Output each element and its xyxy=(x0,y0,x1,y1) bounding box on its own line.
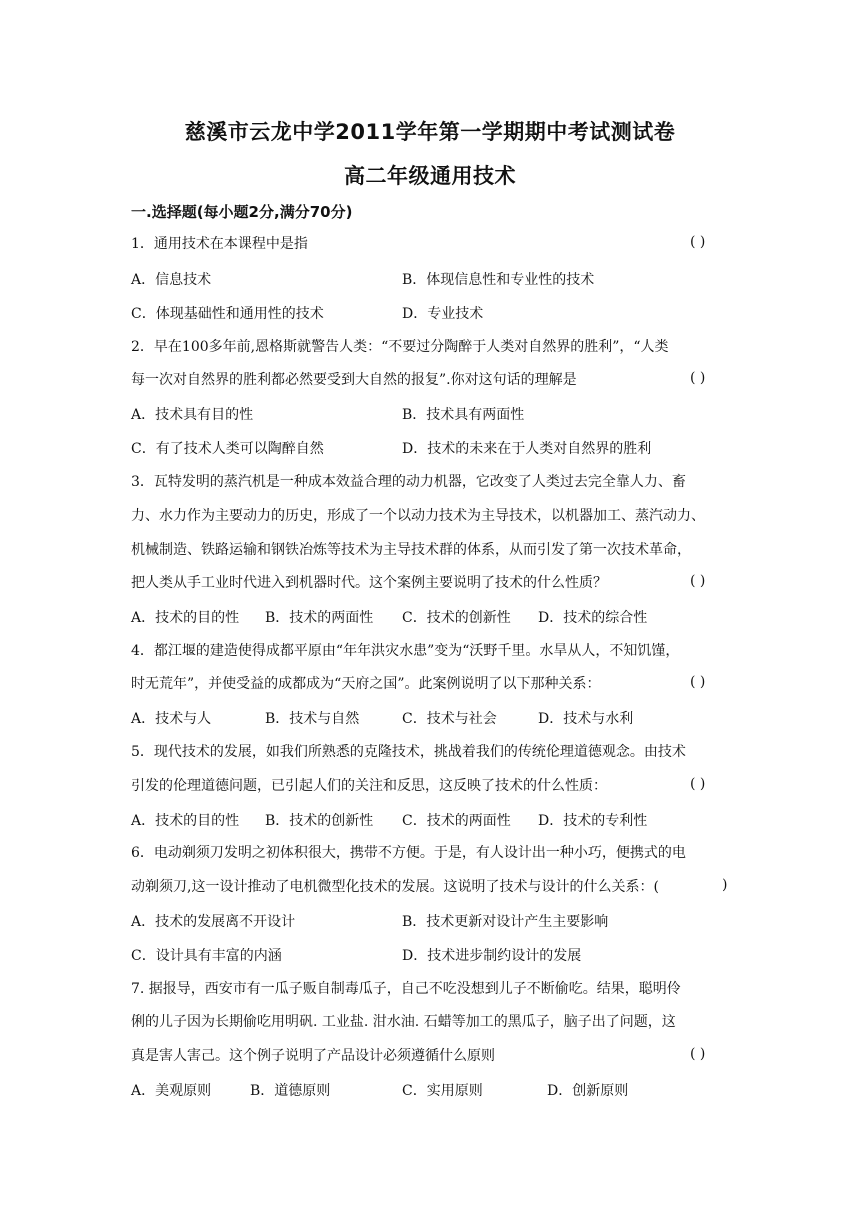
q4-line-2: 时无荒年”，并使受益的成都成为“天府之国”。此案例说明了以下那种关系： xyxy=(131,676,601,692)
q3-line-4: 把人类从手工业时代进入到机器时代。这个案例主要说明了技术的什么性质？ xyxy=(131,575,607,591)
q3-option-b: B．技术的两面性 xyxy=(265,610,374,626)
q2-option-c: C．有了技术人类可以陶醉自然 xyxy=(131,441,324,457)
q6-bracket-close: ) xyxy=(722,877,728,893)
q7-answer-bracket: ( ) xyxy=(690,1046,706,1062)
q3-line-1: 3．瓦特发明的蒸汽机是一种成本效益合理的动力机器，它改变了人类过去完全靠人力、畜 xyxy=(131,474,686,490)
q1-line-1: 1．通用技术在本课程中是指 xyxy=(131,236,308,252)
q6-option-c: C．设计具有丰富的内涵 xyxy=(131,948,282,964)
q4-answer-bracket: ( ) xyxy=(690,674,706,690)
exam-subtitle: 高二年级通用技术 xyxy=(344,164,516,188)
q7-option-d: D．创新原则 xyxy=(547,1083,629,1099)
q2-line-2: 每一次对自然界的胜利都必然要受到大自然的报复”.你对这句话的理解是 xyxy=(131,372,577,388)
q1-option-b: B．体现信息性和专业性的技术 xyxy=(402,272,595,288)
q7-option-a: A．美观原则 xyxy=(131,1083,212,1099)
q6-line-2: 动剃须刀,这一设计推动了电机微型化技术的发展。这说明了技术与设计的什么关系：( xyxy=(131,879,659,895)
exam-title: 慈溪市云龙中学2011学年第一学期期中考试测试卷 xyxy=(184,120,676,144)
q1-option-c: C．体现基础性和通用性的技术 xyxy=(131,306,324,322)
q7-line-1: 7. 据报导，西安市有一瓜子贩自制毒瓜子，自己不吃没想到儿子不断偷吃。结果，聪明伶 xyxy=(131,981,681,997)
q7-option-b: B．道德原则 xyxy=(250,1083,331,1099)
q4-option-d: D．技术与水利 xyxy=(538,711,634,727)
q3-option-d: D．技术的综合性 xyxy=(538,610,648,626)
q1-option-a: A．信息技术 xyxy=(131,272,212,288)
q5-line-2: 引发的伦理道德问题，已引起人们的关注和反思，这反映了技术的什么性质： xyxy=(131,778,607,794)
q2-option-b: B．技术具有两面性 xyxy=(402,407,525,423)
q4-option-a: A．技术与人 xyxy=(131,711,212,727)
q3-answer-bracket: ( ) xyxy=(690,573,706,589)
q4-option-b: B．技术与自然 xyxy=(265,711,360,727)
q3-option-c: C．技术的创新性 xyxy=(402,610,511,626)
q7-option-c: C．实用原则 xyxy=(402,1083,483,1099)
q3-line-2: 力、水力作为主要动力的历史，形成了一个以动力技术为主导技术，以机器加工、蒸汽动力、 xyxy=(131,508,705,524)
q2-option-a: A．技术具有目的性 xyxy=(131,407,254,423)
q5-answer-bracket: ( ) xyxy=(690,776,706,792)
q1-option-d: D．专业技术 xyxy=(402,306,484,322)
q2-answer-bracket: ( ) xyxy=(690,370,706,386)
q1-answer-bracket: ( ) xyxy=(690,234,706,250)
q6-option-d: D．技术进步制约设计的发展 xyxy=(402,948,582,964)
q6-option-a: A．技术的发展离不开设计 xyxy=(131,914,296,930)
q3-option-a: A．技术的目的性 xyxy=(131,610,240,626)
q2-line-1: 2．早在100多年前,恩格斯就警告人类：“不要过分陶醉于人类对自然界的胜利”，“人类 xyxy=(131,339,669,355)
q5-line-1: 5．现代技术的发展，如我们所熟悉的克隆技术，挑战着我们的传统伦理道德观念。由技术 xyxy=(131,744,686,760)
q6-option-b: B．技术更新对设计产生主要影响 xyxy=(402,914,609,930)
section-heading: 一.选择题(每小题2分,满分70分) xyxy=(131,203,353,221)
q7-line-3: 真是害人害己。这个例子说明了产品设计必须遵循什么原则 xyxy=(131,1048,495,1064)
q5-option-b: B．技术的创新性 xyxy=(265,813,374,829)
q7-line-2: 俐的儿子因为长期偷吃用明矾. 工业盐. 泔水油. 石蜡等加工的黑瓜子，脑子出了问题，这 xyxy=(131,1014,676,1030)
q4-option-c: C．技术与社会 xyxy=(402,711,497,727)
q5-option-d: D．技术的专利性 xyxy=(538,813,648,829)
q5-option-c: C．技术的两面性 xyxy=(402,813,511,829)
q6-line-1: 6．电动剃须刀发明之初体积很大，携带不方便。于是，有人设计出一种小巧，便携式的电 xyxy=(131,845,686,861)
q5-option-a: A．技术的目的性 xyxy=(131,813,240,829)
q4-line-1: 4．都江堰的建造使得成都平原由“年年洪灾水患”变为“沃野千里。水旱从人，不知饥馑， xyxy=(131,643,680,659)
q2-option-d: D．技术的未来在于人类对自然界的胜利 xyxy=(402,441,652,457)
q3-line-3: 机械制造、铁路运输和钢铁冶炼等技术为主导技术群的体系，从而引发了第一次技术革命， xyxy=(131,542,691,558)
